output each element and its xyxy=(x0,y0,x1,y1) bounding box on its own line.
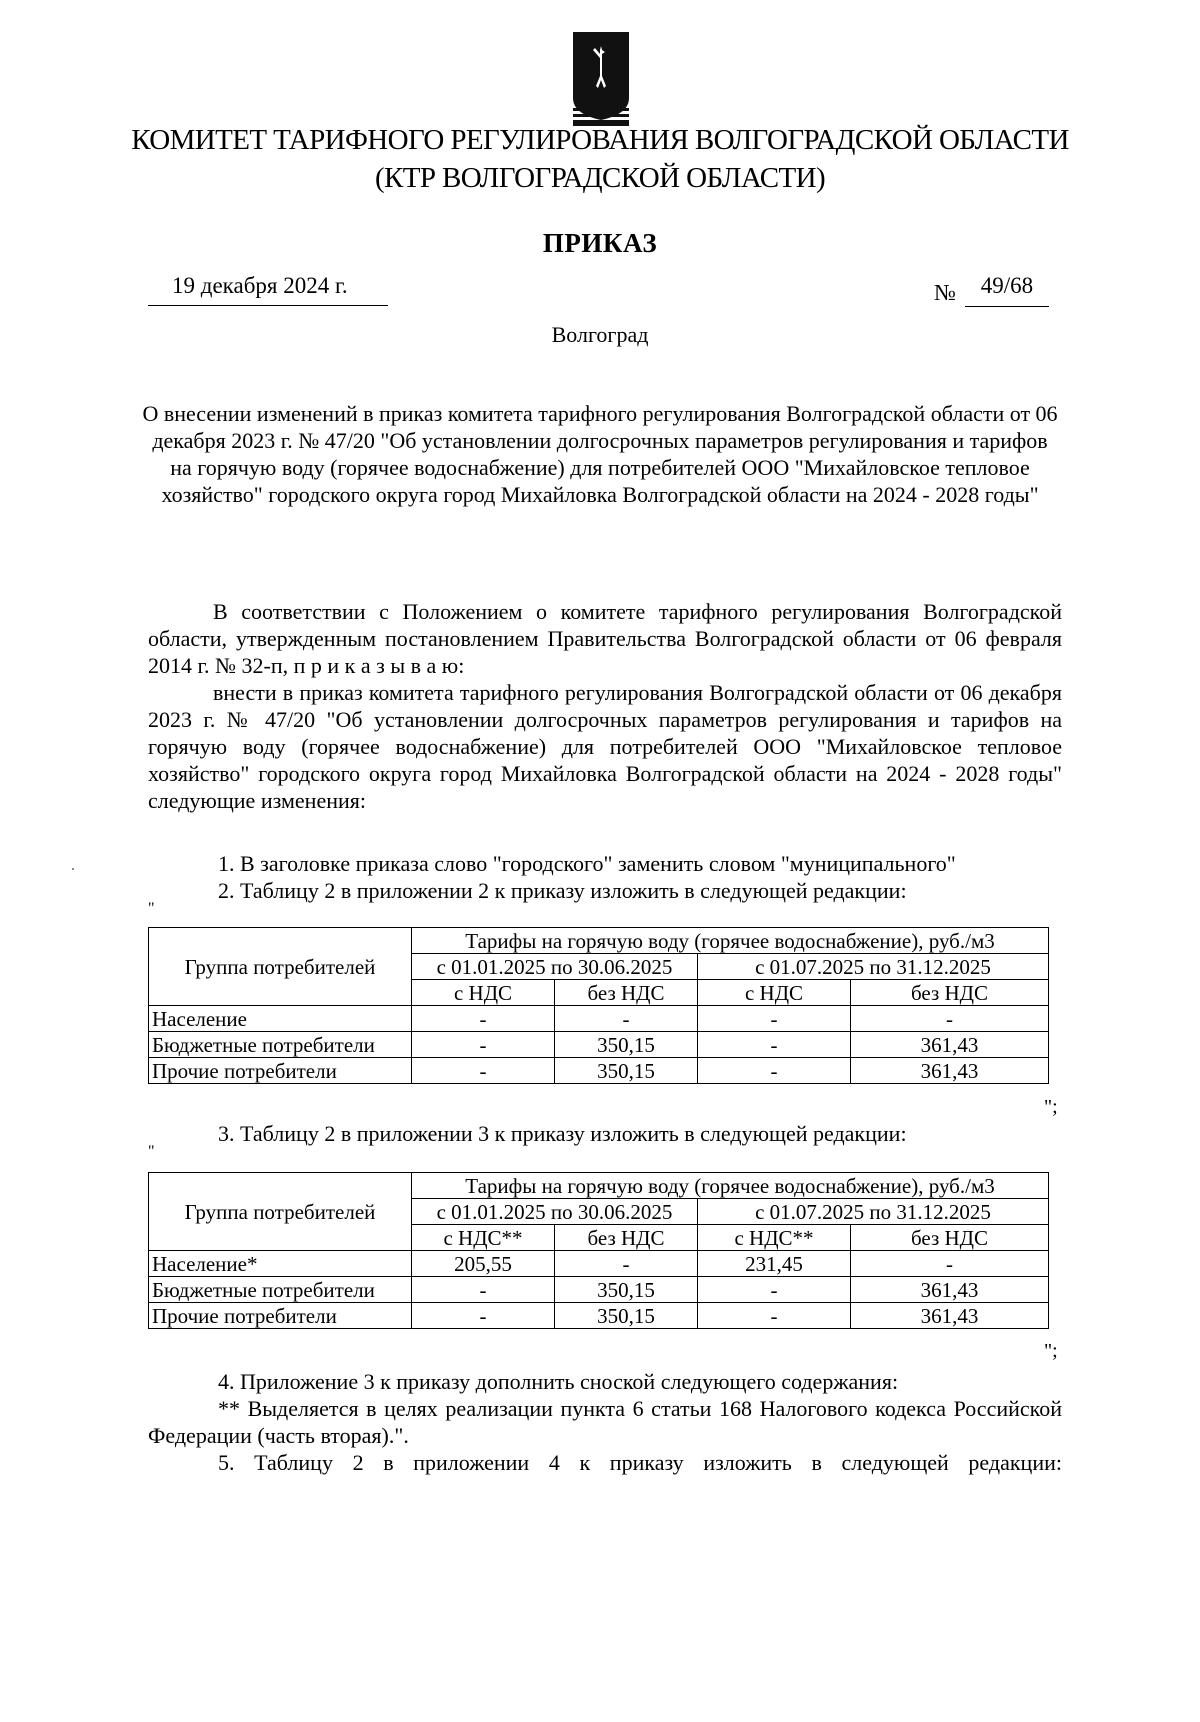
quote-open-mark: " xyxy=(148,900,155,917)
tariff-cell: - xyxy=(698,1032,851,1058)
column-header: с НДС xyxy=(412,980,555,1006)
coat-of-arms-emblem xyxy=(571,28,631,128)
tariff-cell: - xyxy=(412,1303,555,1329)
organization-short-name: (КТР ВОЛГОГРАДСКОЙ ОБЛАСТИ) xyxy=(374,162,826,194)
column-header: без НДС xyxy=(851,980,1049,1006)
tariff-cell: - xyxy=(555,1006,698,1032)
table-row xyxy=(149,1251,1049,1277)
column-header: без НДС xyxy=(555,980,698,1006)
scan-speck xyxy=(72,868,74,870)
tariff-cell: - xyxy=(698,1303,851,1329)
tariff-cell: 361,43 xyxy=(851,1058,1049,1084)
item-1: 1. В заголовке приказа слово "городского" заменить словом "муниципального" xyxy=(218,851,956,876)
document-type-title: ПРИКАЗ xyxy=(542,228,658,258)
table-row xyxy=(149,1006,1049,1032)
tariff-cell: - xyxy=(851,1251,1049,1277)
item-3: 3. Таблицу 2 в приложении 3 к приказу изложить в следующей редакции: xyxy=(218,1121,907,1146)
group-header: Группа потребителей xyxy=(149,1173,412,1251)
column-header: с НДС xyxy=(698,980,851,1006)
item-2: 2. Таблицу 2 в приложении 2 к приказу изложить в следующей редакции: xyxy=(218,878,907,903)
table-row xyxy=(149,1277,1049,1303)
paragraph-preamble: В соответствии с Положением о комитете тарифного регулирования Волгоградской области, утвержденным постановлением Правительства Волгоградской области от 06 февраля 2014 г. № 32-п, п р и к а з ы в а ю: xyxy=(148,599,1062,678)
tariff-cell: - xyxy=(698,1006,851,1032)
tariff-cell: 350,15 xyxy=(555,1032,698,1058)
tariff-cell: - xyxy=(698,1058,851,1084)
consumer-group-cell: Бюджетные потребители xyxy=(149,1277,412,1303)
tariff-cell: 361,43 xyxy=(851,1277,1049,1303)
tariff-table-appendix-3 xyxy=(148,1172,1049,1329)
organization-name: КОМИТЕТ ТАРИФНОГО РЕГУЛИРОВАНИЯ ВОЛГОГРАДСКОЙ ОБЛАСТИ xyxy=(131,124,1069,156)
tariff-cell: - xyxy=(412,1032,555,1058)
tariff-cell: 350,15 xyxy=(555,1303,698,1329)
document-date: 19 декабря 2024 г. xyxy=(148,273,388,306)
period-header: с 01.01.2025 по 30.06.2025 xyxy=(412,1199,698,1225)
table-row xyxy=(149,1303,1049,1329)
footnote-text: ** Выделяется в целях реализации пункта 6 статьи 168 Налогового кодекса Российской Федерации (часть вторая).". xyxy=(148,1396,1062,1448)
group-header: Группа потребителей xyxy=(149,928,412,1006)
tariff-header: Тарифы на горячую воду (горячее водоснабжение), руб./м3 xyxy=(412,928,1049,954)
quote-open-mark: " xyxy=(148,1143,155,1160)
tariff-cell: - xyxy=(698,1277,851,1303)
tariff-cell: 350,15 xyxy=(555,1277,698,1303)
tariff-cell: - xyxy=(412,1277,555,1303)
number-sign: № xyxy=(934,280,956,305)
period-header: с 01.01.2025 по 30.06.2025 xyxy=(412,954,698,980)
quote-close-mark: "; xyxy=(1044,1340,1058,1362)
period-header: с 01.07.2025 по 31.12.2025 xyxy=(698,954,1049,980)
document-number: 49/68 xyxy=(965,273,1049,307)
tariff-cell: 361,43 xyxy=(851,1303,1049,1329)
table-row xyxy=(149,1032,1049,1058)
item-5: 5. Таблицу 2 в приложении 4 к приказу изложить в следующей редакции: xyxy=(218,1450,1062,1475)
column-header: с НДС** xyxy=(412,1225,555,1251)
consumer-group-cell: Население* xyxy=(149,1251,412,1277)
table-row xyxy=(149,1058,1049,1084)
consumer-group-cell: Население xyxy=(149,1006,412,1032)
tariff-cell: 361,43 xyxy=(851,1032,1049,1058)
consumer-group-cell: Бюджетные потребители xyxy=(149,1032,412,1058)
tariff-cell: - xyxy=(851,1006,1049,1032)
tariff-cell: 205,55 xyxy=(412,1251,555,1277)
document-subject: О внесении изменений в приказ комитета тарифного регулирования Волгоградской области от 06 декабря 2023 г. № 47/20 "Об установлении долгосрочных параметров регулирования и тарифов на горячую воду (горячее водоснабжение) для потребителей ООО "Михайловское тепловое хозяйство" городского округа город Михайловка Волгоградской области на 2024 - 2028 годы" xyxy=(142,401,1058,507)
city: Волгоград xyxy=(551,322,649,347)
tariff-cell: - xyxy=(555,1251,698,1277)
tariff-cell: - xyxy=(412,1006,555,1032)
column-header: с НДС** xyxy=(698,1225,851,1251)
column-header: без НДС xyxy=(555,1225,698,1251)
item-4: 4. Приложение 3 к приказу дополнить сноской следующего содержания: xyxy=(218,1369,899,1394)
tariff-cell: - xyxy=(412,1058,555,1084)
consumer-group-cell: Прочие потребители xyxy=(149,1058,412,1084)
tariff-cell: 231,45 xyxy=(698,1251,851,1277)
quote-close-mark: "; xyxy=(1044,1096,1058,1118)
consumer-group-cell: Прочие потребители xyxy=(149,1303,412,1329)
tariff-cell: 350,15 xyxy=(555,1058,698,1084)
paragraph-resolution: внести в приказ комитета тарифного регулирования Волгоградской области от 06 декабря 2023 г. № 47/20 "Об установлении долгосрочных параметров регулирования и тарифов на горячую воду (горячее водоснабжение) для потребителей ООО "Михайловское тепловое хозяйство" городского округа город Михайловка Волгоградской области на 2024 - 2028 годы" следующие изменения: xyxy=(148,680,1062,813)
column-header: без НДС xyxy=(851,1225,1049,1251)
tariff-header: Тарифы на горячую воду (горячее водоснабжение), руб./м3 xyxy=(412,1173,1049,1199)
period-header: с 01.07.2025 по 31.12.2025 xyxy=(698,1199,1049,1225)
tariff-table-appendix-2 xyxy=(148,927,1049,1084)
